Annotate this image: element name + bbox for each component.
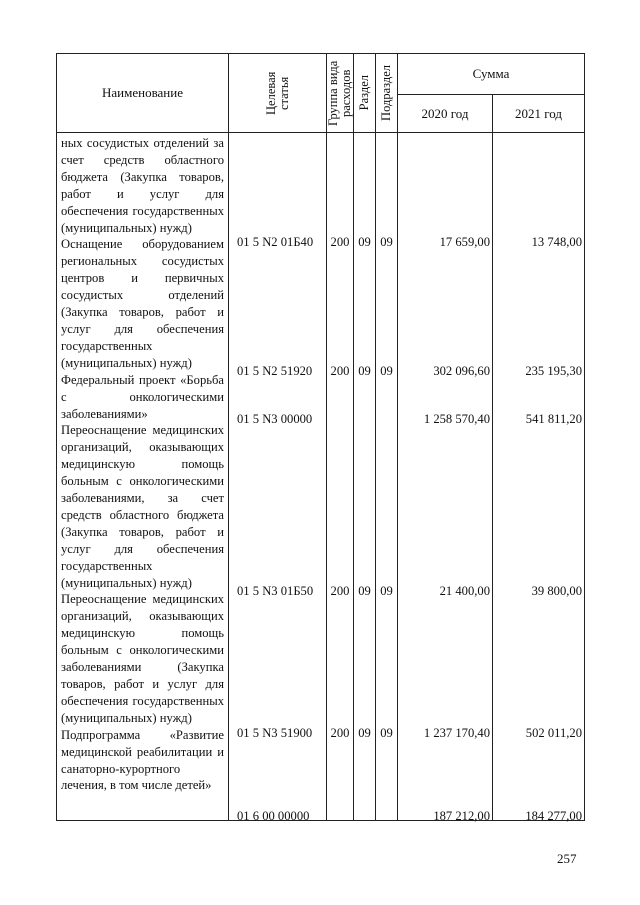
col-header-subsection: Подраздел [376,54,398,133]
code-column [229,133,327,821]
subsection-column [376,133,398,821]
row-code: 01 6 00 00000 [237,809,310,823]
row-group: 200 [330,235,350,249]
table-body-row [57,133,585,821]
row-name: Федеральный проект «Борьба с онкологическими заболеваниями» [61,372,224,421]
row-name: Переоснащение медицинских организаций, оказывающих медицинскую помощь больным с онкологическими заболеваниями, за счет средств областного бюджета (Закупка товаров, работ и услуг для обеспечения государственных (муниципальных) нужд) [61,423,224,590]
row-sum-2021: 502 011,20 [525,726,582,740]
row-section: 09 [358,584,371,598]
row-name: Переоснащение медицинских организаций, оказывающих медицинскую помощь больным с онкологическими заболеваниями (Закупка товаров, работ и услуг для обеспечения государственных (муниципальных) нужд) [61,592,224,725]
row-section: 09 [358,235,371,249]
col-header-section: Раздел [354,54,376,133]
row-group: 200 [330,726,350,740]
name-column [57,133,229,821]
row-group: 200 [330,364,350,378]
row-sum-2021: 541 811,20 [525,412,582,426]
row-sum-2020: 1 237 170,40 [423,726,490,740]
row-code: 01 5 N3 51900 [237,726,313,740]
row-subsection: 09 [380,235,393,249]
row-code: 01 5 N3 01Б50 [237,584,314,598]
row-code: 01 5 N2 01Б40 [237,235,314,249]
row-section: 09 [358,726,371,740]
row-name: Оснащение оборудованием региональных сосудистых центров и первичных сосудистых отделений (Закупка товаров, работ и услуг для обеспечения государственных (муниципальных) нужд) [61,237,224,370]
col-header-sum: Сумма [398,54,585,95]
row-group: 200 [330,584,350,598]
row-sum-2020: 187 212,00 [433,809,490,823]
row-code: 01 5 N2 51920 [237,364,313,378]
row-name: Подпрограмма «Развитие медицинской реабилитации и санаторно-курортного лечения, в том числе детей» [61,727,224,793]
col-header-expense-group: Группа вида расходов [327,54,354,133]
col-header-name: Наименование [57,54,229,133]
row-sum-2021: 235 195,30 [525,364,582,378]
row-code: 01 5 N3 00000 [237,412,313,426]
row-sum-2020: 302 096,60 [433,364,490,378]
expense-group-column [327,133,354,821]
row-subsection: 09 [380,364,393,378]
row-sum-2020: 17 659,00 [439,235,490,249]
row-sum-2021: 184 277,00 [525,809,582,823]
col-header-2020: 2020 год [398,95,493,133]
row-sum-2021: 13 748,00 [531,235,582,249]
page-number: 257 [557,851,577,866]
col-header-target: Целевая статья [229,54,327,133]
row-name: ных сосудистых отделений за счет средств областного бюджета (Закупка товаров, работ и услуг для обеспечения государственных (муниципальных) нужд) [61,136,224,235]
budget-table [56,53,585,821]
row-section: 09 [358,364,371,378]
sum-2020-column [398,133,493,821]
sum-2021-column [493,133,585,821]
row-sum-2021: 39 800,00 [531,584,582,598]
col-header-2021: 2021 год [493,95,585,133]
section-column [354,133,376,821]
row-subsection: 09 [380,584,393,598]
row-subsection: 09 [380,726,393,740]
row-sum-2020: 1 258 570,40 [423,412,490,426]
row-sum-2020: 21 400,00 [439,584,490,598]
